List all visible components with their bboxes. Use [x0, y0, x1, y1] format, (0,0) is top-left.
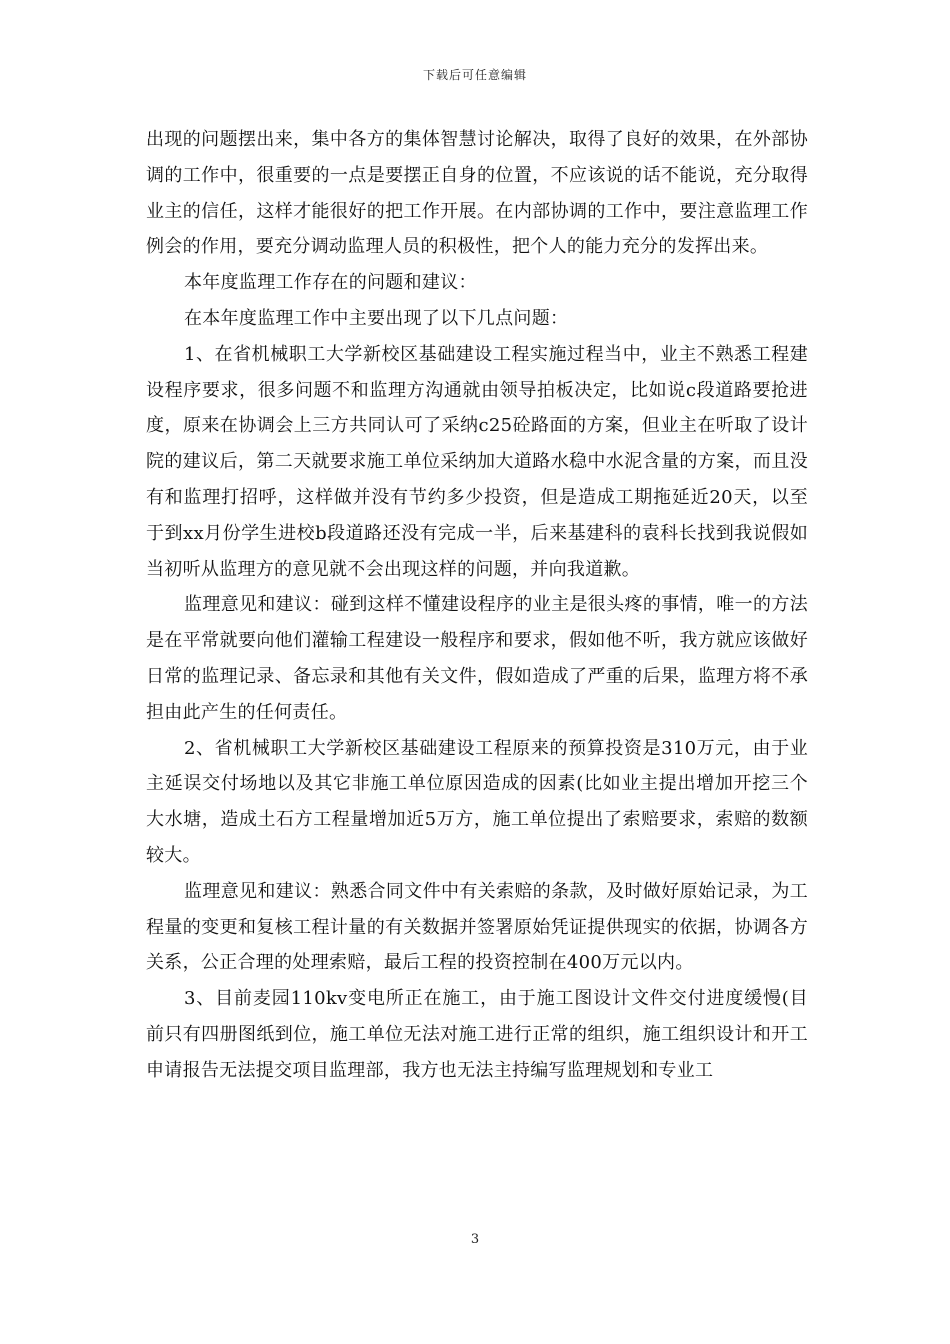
paragraph-suggestion-1: 监理意见和建议：碰到这样不懂建设程序的业主是很头疼的事情，唯一的方法是在平常就要向他们灌输工程建设一般程序和要求，假如他不听，我方就应该做好日常的监理记录、备忘录和其他有关文件，假如造成了严重的后果，监理方将不承担由此产生的任何责任。 — [146, 594, 808, 723]
page-header: 下载后可任意编辑 — [422, 68, 527, 82]
document-body — [146, 122, 808, 1089]
page-number: 3 — [470, 1232, 480, 1247]
paragraph-issue-2: 2、省机械职工大学新校区基础建设工程原来的预算投资是310万元，由于业主延误交付场地以及其它非施工单位原因造成的因素(比如业主提出增加开挖三个大水塘，造成土石方工程量增加近5万方，施工单位提出了索赔要求，索赔的数额较大。 — [146, 737, 808, 866]
paragraph-issue-1: 1、在省机械职工大学新校区基础建设工程实施过程当中，业主不熟悉工程建设程序要求，很多问题不和监理方沟通就由领导拍板决定，比如说c段道路要抢进度，原来在协调会上三方共同认可了采纳c25砼路面的方案，但业主在听取了设计院的建议后，第二天就要求施工单位采纳加大道路水稳中水泥含量的方案，而且没有和监理打招呼，这样做并没有节约多少投资，但是造成工期拖延近20天，以至于到xx月份学生进校b段道路还没有完成一半，后来基建科的袁科长找到我说假如当初听从监理方的意见就不会出现这样的问题，并向我道歉。 — [146, 343, 808, 580]
paragraph-issue-3: 3、目前麦园110kv变电所正在施工，由于施工图设计文件交付进度缓慢(目前只有四册图纸到位，施工单位无法对施工进行正常的组织，施工组织设计和开工申请报告无法提交项目监理部，我方也无法主持编写监理规划和专业工 — [146, 988, 808, 1081]
section-heading: 本年度监理工作存在的问题和建议： — [184, 272, 477, 294]
paragraph-continuation: 出现的问题摆出来，集中各方的集体智慧讨论解决，取得了良好的效果，在外部协调的工作中，很重要的一点是要摆正自身的位置，不应该说的话不能说，充分取得业主的信任，这样才能很好的把工作开展。在内部协调的工作中，要注意监理工作例会的作用，要充分调动监理人员的积极性，把个人的能力充分的发挥出来。 — [146, 129, 808, 258]
paragraph-intro: 在本年度监理工作中主要出现了以下几点问题： — [184, 307, 569, 329]
paragraph-suggestion-2: 监理意见和建议：熟悉合同文件中有关索赔的条款，及时做好原始记录，为工程量的变更和复核工程计量的有关数据并签署原始凭证提供现实的依据，协调各方关系，公正合理的处理索赔，最后工程的投资控制在400万元以内。 — [146, 880, 808, 974]
